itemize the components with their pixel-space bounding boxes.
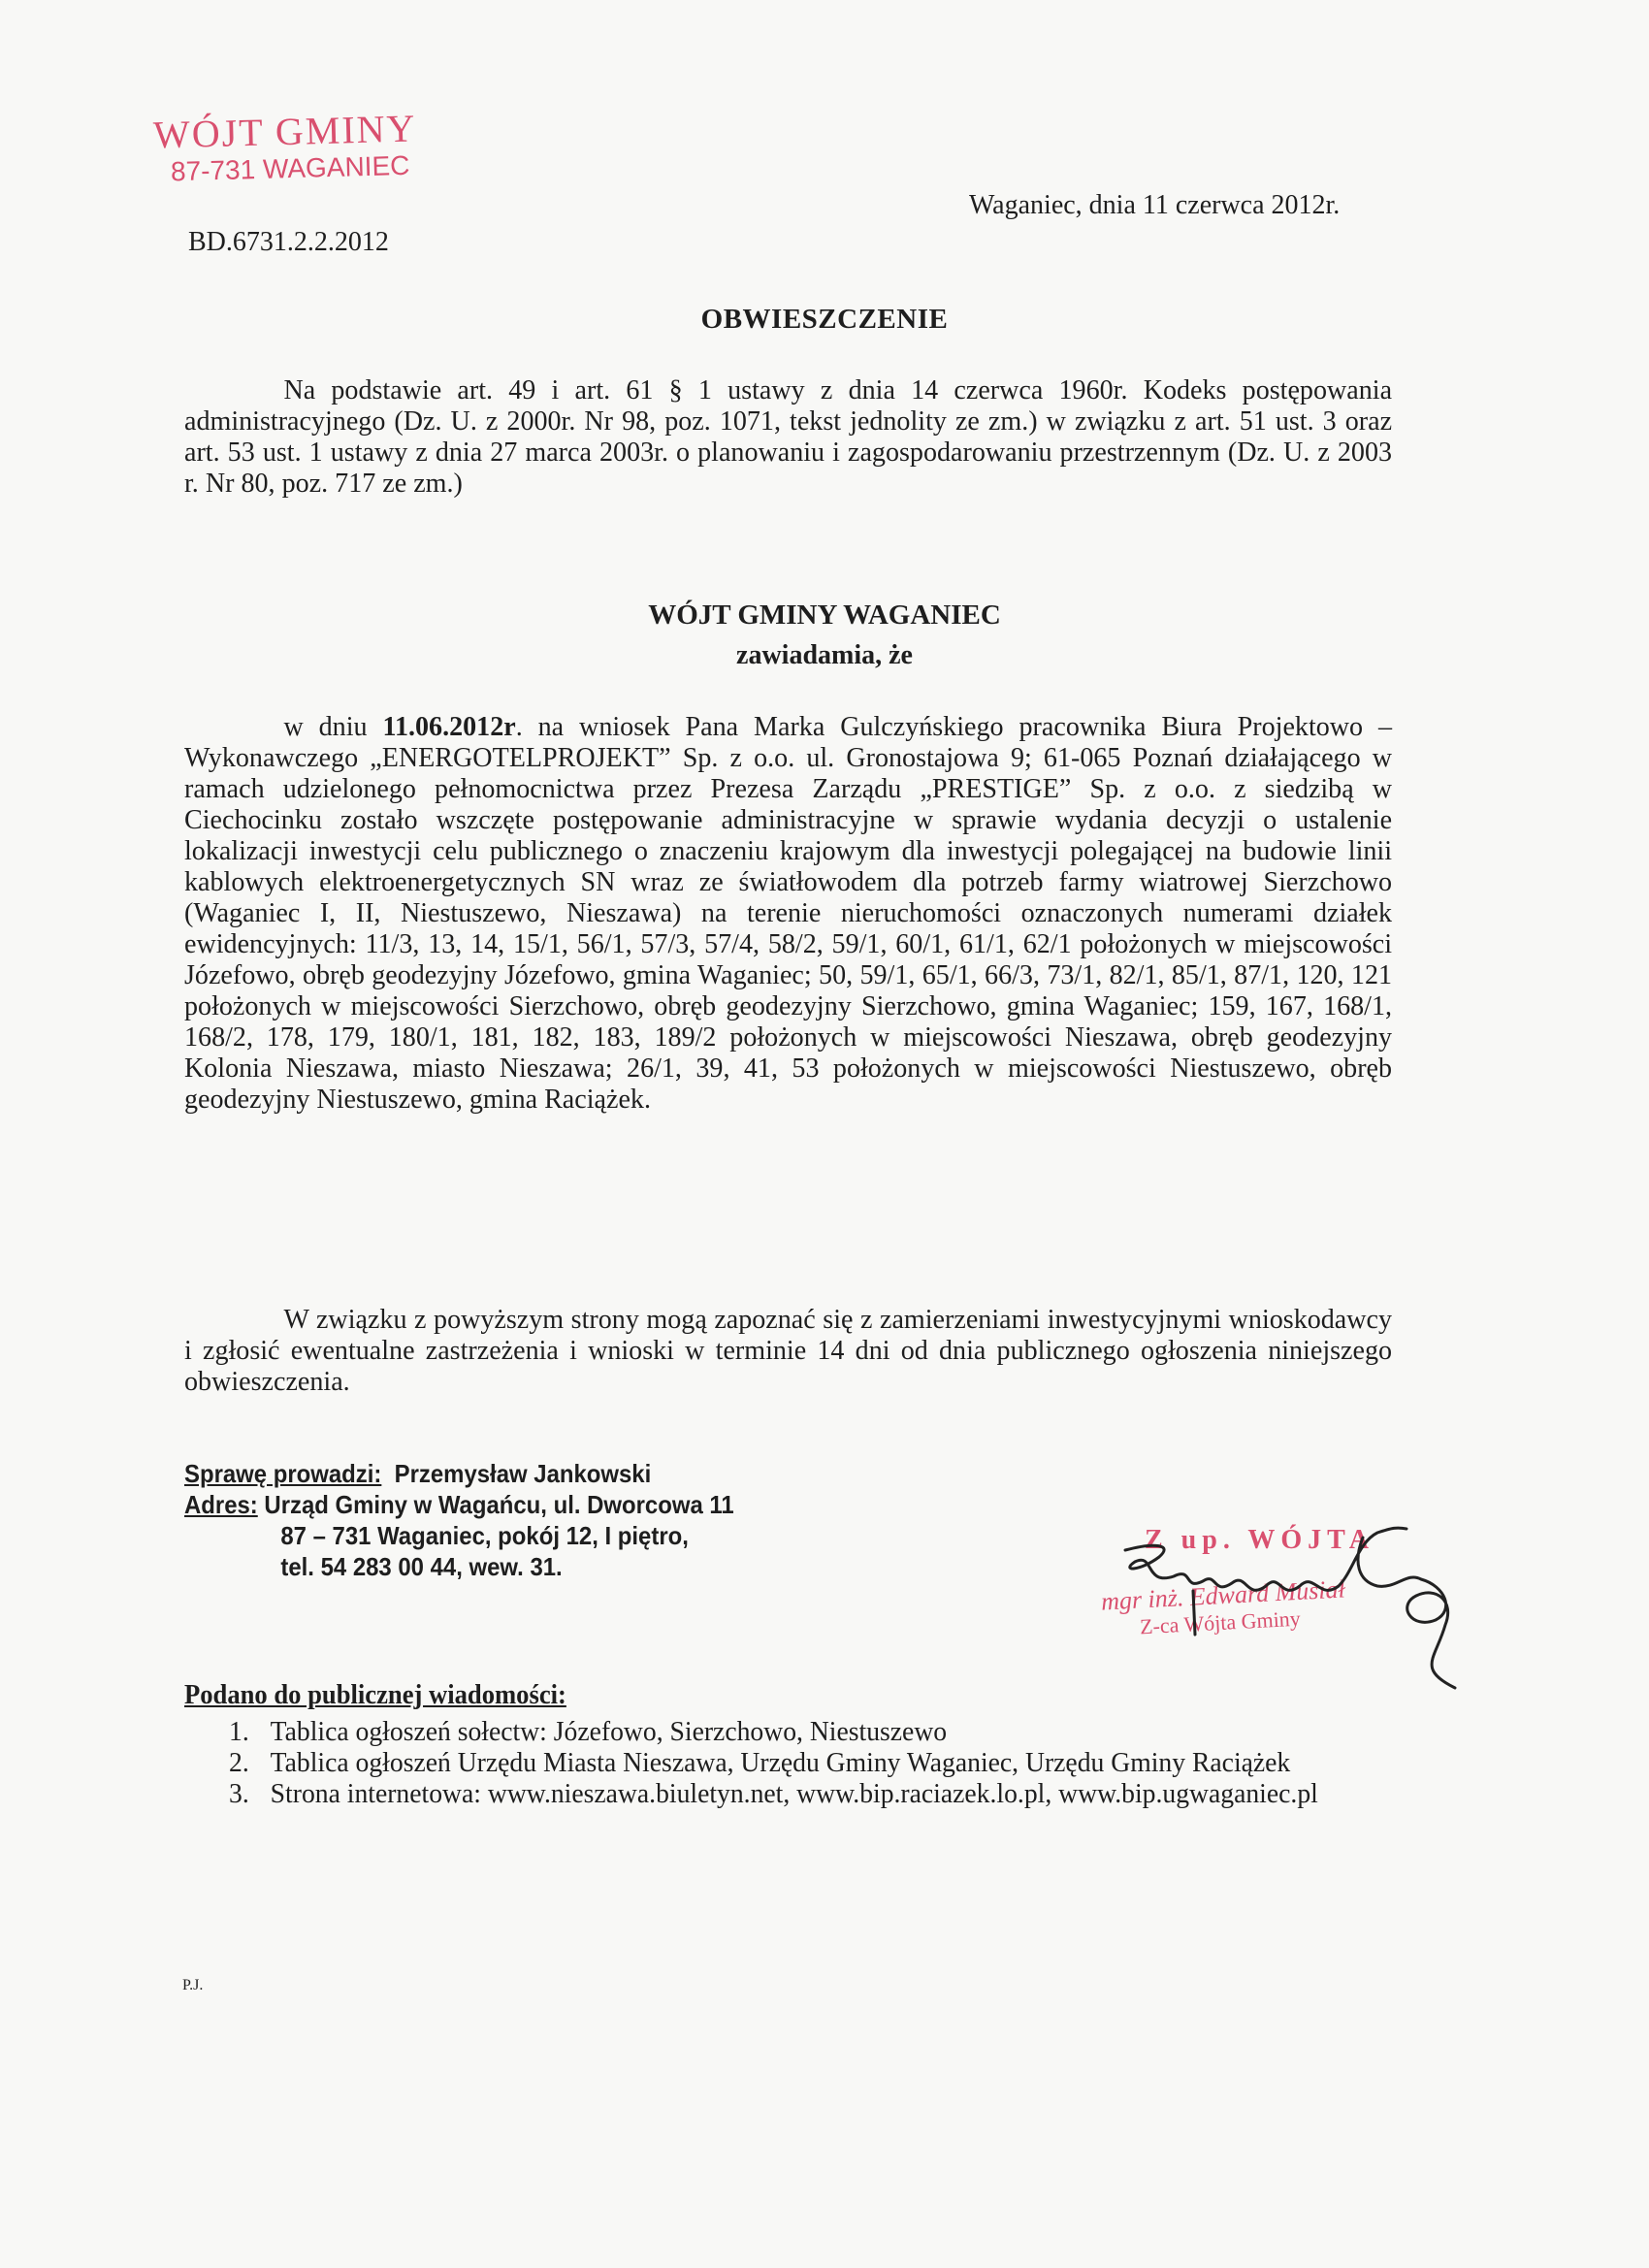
signature-stamp-line-3: Z-ca Wójta Gminy (1139, 1605, 1302, 1639)
signature-stamp-line-1: Z up. WÓJTA (1145, 1525, 1374, 1555)
author-initials: P.J. (182, 1977, 204, 1993)
publication-heading: Podano do publicznej wiadomości: (184, 1680, 566, 1710)
signature-block (1086, 1504, 1494, 1707)
consequence-text: W związku z powyższym strony mogą zapoznać się z zamierzeniami inwestycyjnymi wnioskodawcy i zgłosić ewentualne zastrzeżenia i wnioski w terminie 14 dni od dnia publicznego ogłoszenia niniejszego obwieszczenia. (184, 1305, 1393, 1397)
authority-name: WÓJT GMINY WAGANIEC (648, 599, 1001, 631)
handler-line (184, 1458, 734, 1489)
notice-paragraph (184, 712, 1392, 1116)
contact-block (184, 1458, 734, 1582)
item-number: 3. (229, 1779, 249, 1809)
handler-label: Sprawę prowadzi: (184, 1459, 382, 1488)
consequence-paragraph (184, 1305, 1392, 1398)
office-stamp (152, 106, 417, 187)
legal-basis-text: Na podstawie art. 49 i art. 61 § 1 ustawy z dnia 14 czerwca 1960r. Kodeks postępowania administracyjnego (Dz. U. z 2000r. Nr 98, poz. 1071, tekst jednolity ze zm.) w związku z art. 51 ust. 3 oraz art. 53 ust. 1 ustawy z dnia 27 marca 2003r. o planowaniu i zagospodarowaniu przestrzennym (Dz. U. z 2003 r. Nr 80, poz. 717 ze zm.) (184, 375, 1393, 499)
stamp-line-1: WÓJT GMINY (152, 106, 417, 157)
item-text: Tablica ogłoszeń sołectw: Józefowo, Sierzchowo, Niestuszewo (270, 1717, 948, 1747)
publication-item (229, 1779, 1376, 1810)
date-line: Waganiec, dnia 11 czerwca 2012r. (969, 190, 1341, 220)
item-number: 1. (229, 1717, 249, 1747)
handwritten-signature-icon (1086, 1504, 1494, 1707)
address-line (184, 1489, 734, 1520)
item-text: Strona internetowa: www.nieszawa.biuletyn.net, www.bip.raciazek.lo.pl, www.bip.ugwaganiec.pl (270, 1779, 1318, 1809)
legal-basis-paragraph (184, 375, 1392, 500)
item-text: Tablica ogłoszeń Urzędu Miasta Nieszawa, Urzędu Gminy Waganiec, Urzędu Gminy Raciążek (270, 1748, 1291, 1778)
address-label: Adres: (184, 1490, 258, 1519)
address-line-1: Urząd Gminy w Wagańcu, ul. Dworcowa 11 (264, 1490, 734, 1519)
handler-name: Przemysław Jankowski (394, 1459, 652, 1488)
signature-stamp-line-2: mgr inż. Edward Musiał (1100, 1574, 1346, 1616)
document-reference: BD.6731.2.2.2012 (188, 227, 389, 257)
authority-verb: zawiadamia, że (736, 640, 913, 670)
document-title: OBWIESZCZENIE (700, 304, 949, 335)
publication-list (229, 1717, 1376, 1810)
stamp-line-2: 87-731 WAGANIEC (170, 149, 410, 187)
item-number: 2. (229, 1748, 249, 1778)
address-line-3: tel. 54 283 00 44, wew. 31. (280, 1552, 563, 1581)
publication-item (229, 1748, 1376, 1779)
address-line-2: 87 – 731 Waganiec, pokój 12, I piętro, (280, 1521, 689, 1550)
notice-date: 11.06.2012r (382, 712, 516, 742)
notice-prefix: w dniu (283, 712, 383, 742)
notice-body: . na wniosek Pana Marka Gulczyńskiego pracownika Biura Projektowo – Wykonawczego „ENERGOTELPROJEKT” Sp. z o.o. ul. Gronostajowa 9; 61-065 Poznań działającego w ramach udzielonego pełnomocnictwa przez Prezesa Zarządu „PRESTIGE” Sp. z o.o. z siedzibą w Ciechocinku zostało wszczęte postępowanie administracyjne w sprawie wydania decyzji o ustalenie lokalizacji inwestycji celu publicznego o znaczeniu krajowym dla inwestycji polegającej na budowie linii kablowych elektroenergetycznych SN wraz ze światłowodem dla potrzeb farmy wiatrowej Sierzchowo (Waganiec I, II, Niestuszewo, Nieszawa) na terenie nieruchomości oznaczonych numerami działek ewidencyjnych: 11/3, 13, 14, 15/1, 56/1, 57/3, 57/4, 58/2, 59/1, 60/1, 61/1, 62/1 położonych w miejscowości Józefowo, obręb geodezyjny Józefowo, gmina Waganiec; 50, 59/1, 65/1, 66/3, 73/1, 82/1, 85/1, 87/1, 120, 121 położonych w miejscowości Sierzchowo, obręb geodezyjny Sierzchowo, gmina Waganiec; 159, 167, 168/1, 168/2, 178, 179, 180/1, 181, 182, 183, 189/2 położonych w miejscowości Nieszawa, obręb geodezyjny Kolonia Nieszawa, miasto Nieszawa; 26/1, 39, 41, 53 położonych w miejscowości Niestuszewo, obręb geodezyjny Niestuszewo, gmina Raciążek. (184, 712, 1393, 1115)
publication-item (229, 1717, 1376, 1748)
